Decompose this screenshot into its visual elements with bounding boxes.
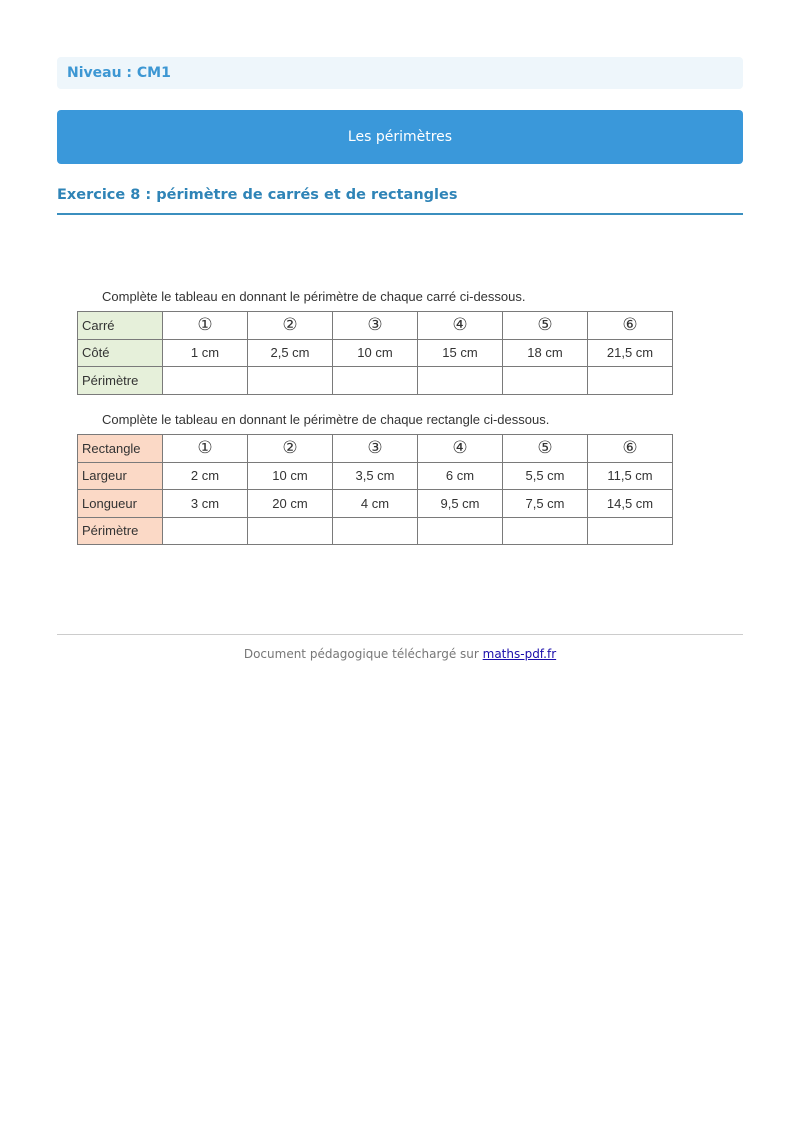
row-header-carre: Carré xyxy=(78,312,163,340)
table-cell: ① xyxy=(163,435,248,463)
answer-cell[interactable] xyxy=(248,367,333,395)
exercise-title: Exercice 8 : périmètre de carrés et de rectangles xyxy=(57,185,743,215)
table-row xyxy=(78,490,673,518)
table-cell: ② xyxy=(248,435,333,463)
table-cell: ③ xyxy=(333,312,418,340)
table-cell: 20 cm xyxy=(248,490,333,518)
table-cell: 10 cm xyxy=(248,462,333,490)
page-title-banner: Les périmètres xyxy=(57,110,743,164)
squares-table xyxy=(77,311,673,395)
table-cell: 14,5 cm xyxy=(588,490,673,518)
table-cell: ② xyxy=(248,312,333,340)
table-row xyxy=(78,517,673,545)
table-cell: ① xyxy=(163,312,248,340)
footer-divider xyxy=(57,634,743,635)
answer-cell[interactable] xyxy=(503,517,588,545)
table-cell: 1 cm xyxy=(163,339,248,367)
table-cell: 7,5 cm xyxy=(503,490,588,518)
table-cell: ⑤ xyxy=(503,312,588,340)
table-cell: 6 cm xyxy=(418,462,503,490)
table-row xyxy=(78,367,673,395)
table-cell: 5,5 cm xyxy=(503,462,588,490)
level-label: Niveau : CM1 xyxy=(57,57,743,89)
table-cell: 2,5 cm xyxy=(248,339,333,367)
footer-link[interactable]: maths-pdf.fr xyxy=(482,647,557,661)
answer-cell[interactable] xyxy=(333,517,418,545)
table-row xyxy=(78,339,673,367)
squares-instruction: Complète le tableau en donnant le périmètre de chaque carré ci-dessous. xyxy=(102,289,526,304)
answer-cell[interactable] xyxy=(503,367,588,395)
row-header-rectangle: Rectangle xyxy=(78,435,163,463)
table-cell: ③ xyxy=(333,435,418,463)
table-cell: 21,5 cm xyxy=(588,339,673,367)
answer-cell[interactable] xyxy=(333,367,418,395)
footer xyxy=(57,647,743,661)
answer-cell[interactable] xyxy=(588,367,673,395)
table-cell: 3 cm xyxy=(163,490,248,518)
answer-cell[interactable] xyxy=(418,367,503,395)
table-cell: 18 cm xyxy=(503,339,588,367)
answer-cell[interactable] xyxy=(248,517,333,545)
row-header-largeur: Largeur xyxy=(78,462,163,490)
footer-text: Document pédagogique téléchargé sur xyxy=(243,647,483,661)
table-cell: ⑥ xyxy=(588,312,673,340)
table-cell: 4 cm xyxy=(333,490,418,518)
table-row xyxy=(78,435,673,463)
row-header-longueur: Longueur xyxy=(78,490,163,518)
table-cell: 9,5 cm xyxy=(418,490,503,518)
table-cell: ④ xyxy=(418,312,503,340)
table-cell: ⑥ xyxy=(588,435,673,463)
answer-cell[interactable] xyxy=(588,517,673,545)
table-cell: ④ xyxy=(418,435,503,463)
table-cell: ⑤ xyxy=(503,435,588,463)
table-cell: 2 cm xyxy=(163,462,248,490)
table-row xyxy=(78,312,673,340)
rectangles-instruction: Complète le tableau en donnant le périmètre de chaque rectangle ci-dessous. xyxy=(102,412,550,427)
table-cell: 15 cm xyxy=(418,339,503,367)
answer-cell[interactable] xyxy=(163,517,248,545)
table-cell: 3,5 cm xyxy=(333,462,418,490)
row-header-cote: Côté xyxy=(78,339,163,367)
rectangles-table xyxy=(77,434,673,545)
table-cell: 10 cm xyxy=(333,339,418,367)
table-row xyxy=(78,462,673,490)
row-header-perimetre: Périmètre xyxy=(78,517,163,545)
answer-cell[interactable] xyxy=(418,517,503,545)
row-header-perimetre: Périmètre xyxy=(78,367,163,395)
table-cell: 11,5 cm xyxy=(588,462,673,490)
answer-cell[interactable] xyxy=(163,367,248,395)
